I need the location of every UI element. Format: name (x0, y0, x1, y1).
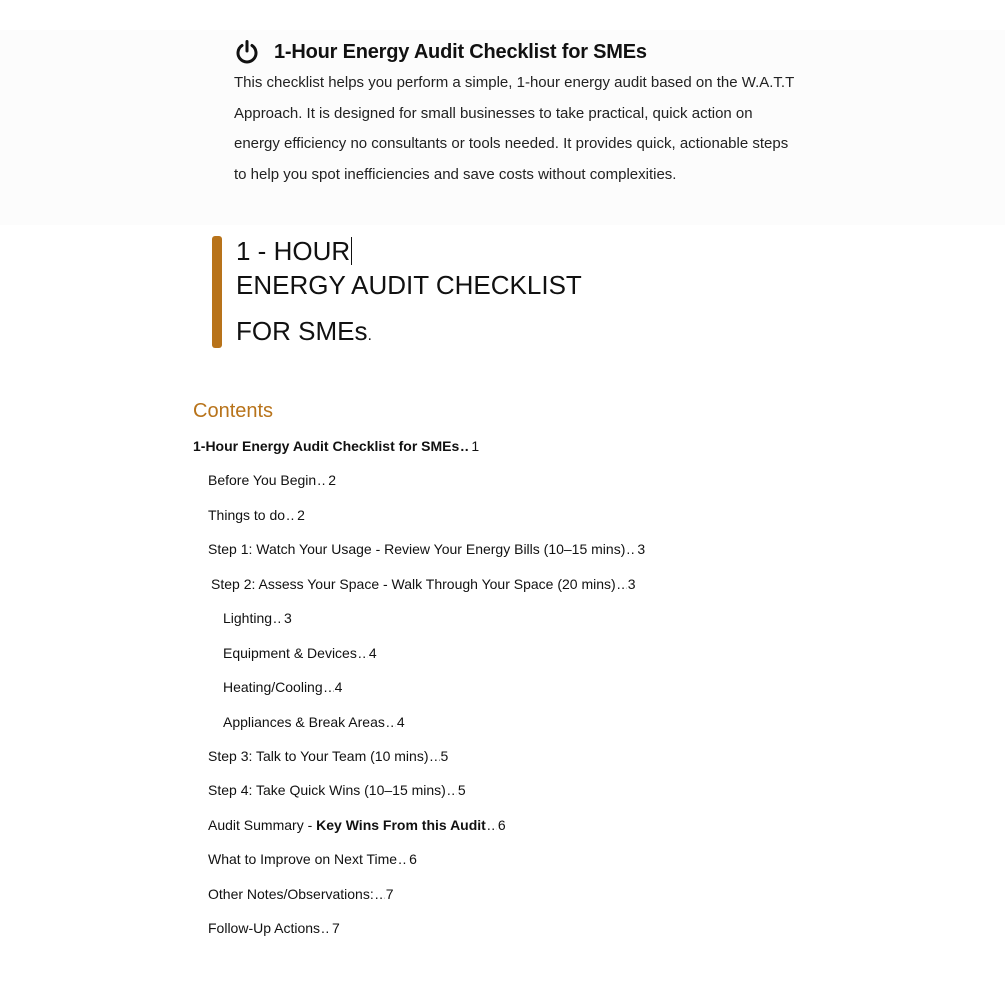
toc-leader-dots (430, 748, 440, 764)
toc-entry-label: Appliances & Break Areas (223, 714, 385, 730)
banner-line-3-text: FOR SMEs (236, 316, 368, 346)
toc-entry-label: Equipment & Devices (223, 645, 357, 661)
toc-entry-label: Step 3: Talk to Your Team (10 mins) (208, 748, 429, 764)
toc-entry-label: What to Improve on Next Time (208, 851, 398, 867)
toc-page-number: 3 (284, 610, 292, 626)
toc-leader-dots (317, 472, 327, 488)
toc-entry-label: Follow-Up Actions (208, 920, 321, 936)
toc-leader-dots (487, 817, 497, 833)
toc-entry-label: Step 2: Assess Your Space - Walk Through Your Space (20 mins) (211, 576, 616, 592)
toc-page-number: 3 (637, 541, 646, 557)
toc-entry-label-prefix: Audit Summary - (208, 817, 317, 833)
contents-heading: Contents (193, 400, 274, 422)
toc-page-number: 1 (471, 438, 480, 454)
text-cursor (351, 237, 352, 265)
toc-page-number: 3 (627, 576, 636, 592)
toc-leader-dots (447, 782, 457, 798)
toc-entry-label-bold: Key Wins From this Audit (316, 817, 486, 833)
toc-page-number: 4 (368, 645, 377, 661)
toc-page-number: 2 (297, 507, 305, 523)
toc-page-number: 5 (440, 748, 449, 764)
toc-entry-label: Lighting (223, 610, 273, 626)
toc-leader-dots (273, 610, 283, 626)
toc-page-number: 7 (385, 886, 394, 902)
intro-paragraph: This checklist helps you perform a simple, 1-hour energy audit based on the W.A.T.T Approach. It is designed for small businesses to take practical, quick action on energy efficiency no consultants or tools needed. It provides quick, actionable steps to help you spot inefficiencies and save costs without complexities. (234, 74, 794, 183)
toc-leader-dots (617, 576, 627, 592)
toc-leader-dots (375, 886, 385, 902)
toc-leader-dots (358, 645, 368, 661)
toc-entry-label: Step 4: Take Quick Wins (10–15 mins) (208, 782, 446, 798)
toc-entry-label: Before You Begin (208, 472, 317, 488)
toc-page-number: 6 (497, 817, 506, 833)
toc-entry-label: Things to do (208, 507, 286, 523)
toc-page-number: 4 (396, 714, 405, 730)
banner-accent-bar (212, 236, 222, 348)
toc-leader-dots (286, 507, 296, 523)
banner-line-1[interactable] (236, 236, 352, 267)
page-title: 1-Hour Energy Audit Checklist for SMEs (274, 40, 647, 63)
toc-entry-label: Step 1: Watch Your Usage - Review Your Energy Bills (10–15 mins) (208, 541, 626, 557)
power-icon (234, 38, 264, 66)
toc-page-number: 5 (457, 782, 466, 798)
banner-line-1-text: 1 - HOUR (236, 236, 351, 266)
toc-entry-label: Other Notes/Observations: (208, 886, 374, 902)
toc-entry-label: Heating/Cooling (223, 679, 323, 695)
toc-leader-dots (398, 851, 408, 867)
toc-leader-dots (626, 541, 636, 557)
toc-leader-dots (386, 714, 396, 730)
document-heading (234, 38, 647, 66)
banner-line-2[interactable]: ENERGY AUDIT CHECKLIST (236, 270, 582, 300)
toc-leader-dots (460, 438, 470, 454)
toc-page-number: 2 (328, 472, 337, 488)
toc-page-number: 4 (334, 679, 343, 695)
banner-line-3-suffix: . (367, 327, 372, 344)
toc-page-number: 6 (409, 851, 417, 867)
toc-leader-dots (324, 679, 334, 695)
toc-page-number: 7 (332, 920, 340, 936)
toc-leader-dots (321, 920, 331, 936)
banner-line-3[interactable] (236, 316, 372, 347)
toc-entry-label: 1-Hour Energy Audit Checklist for SMEs (193, 438, 460, 454)
